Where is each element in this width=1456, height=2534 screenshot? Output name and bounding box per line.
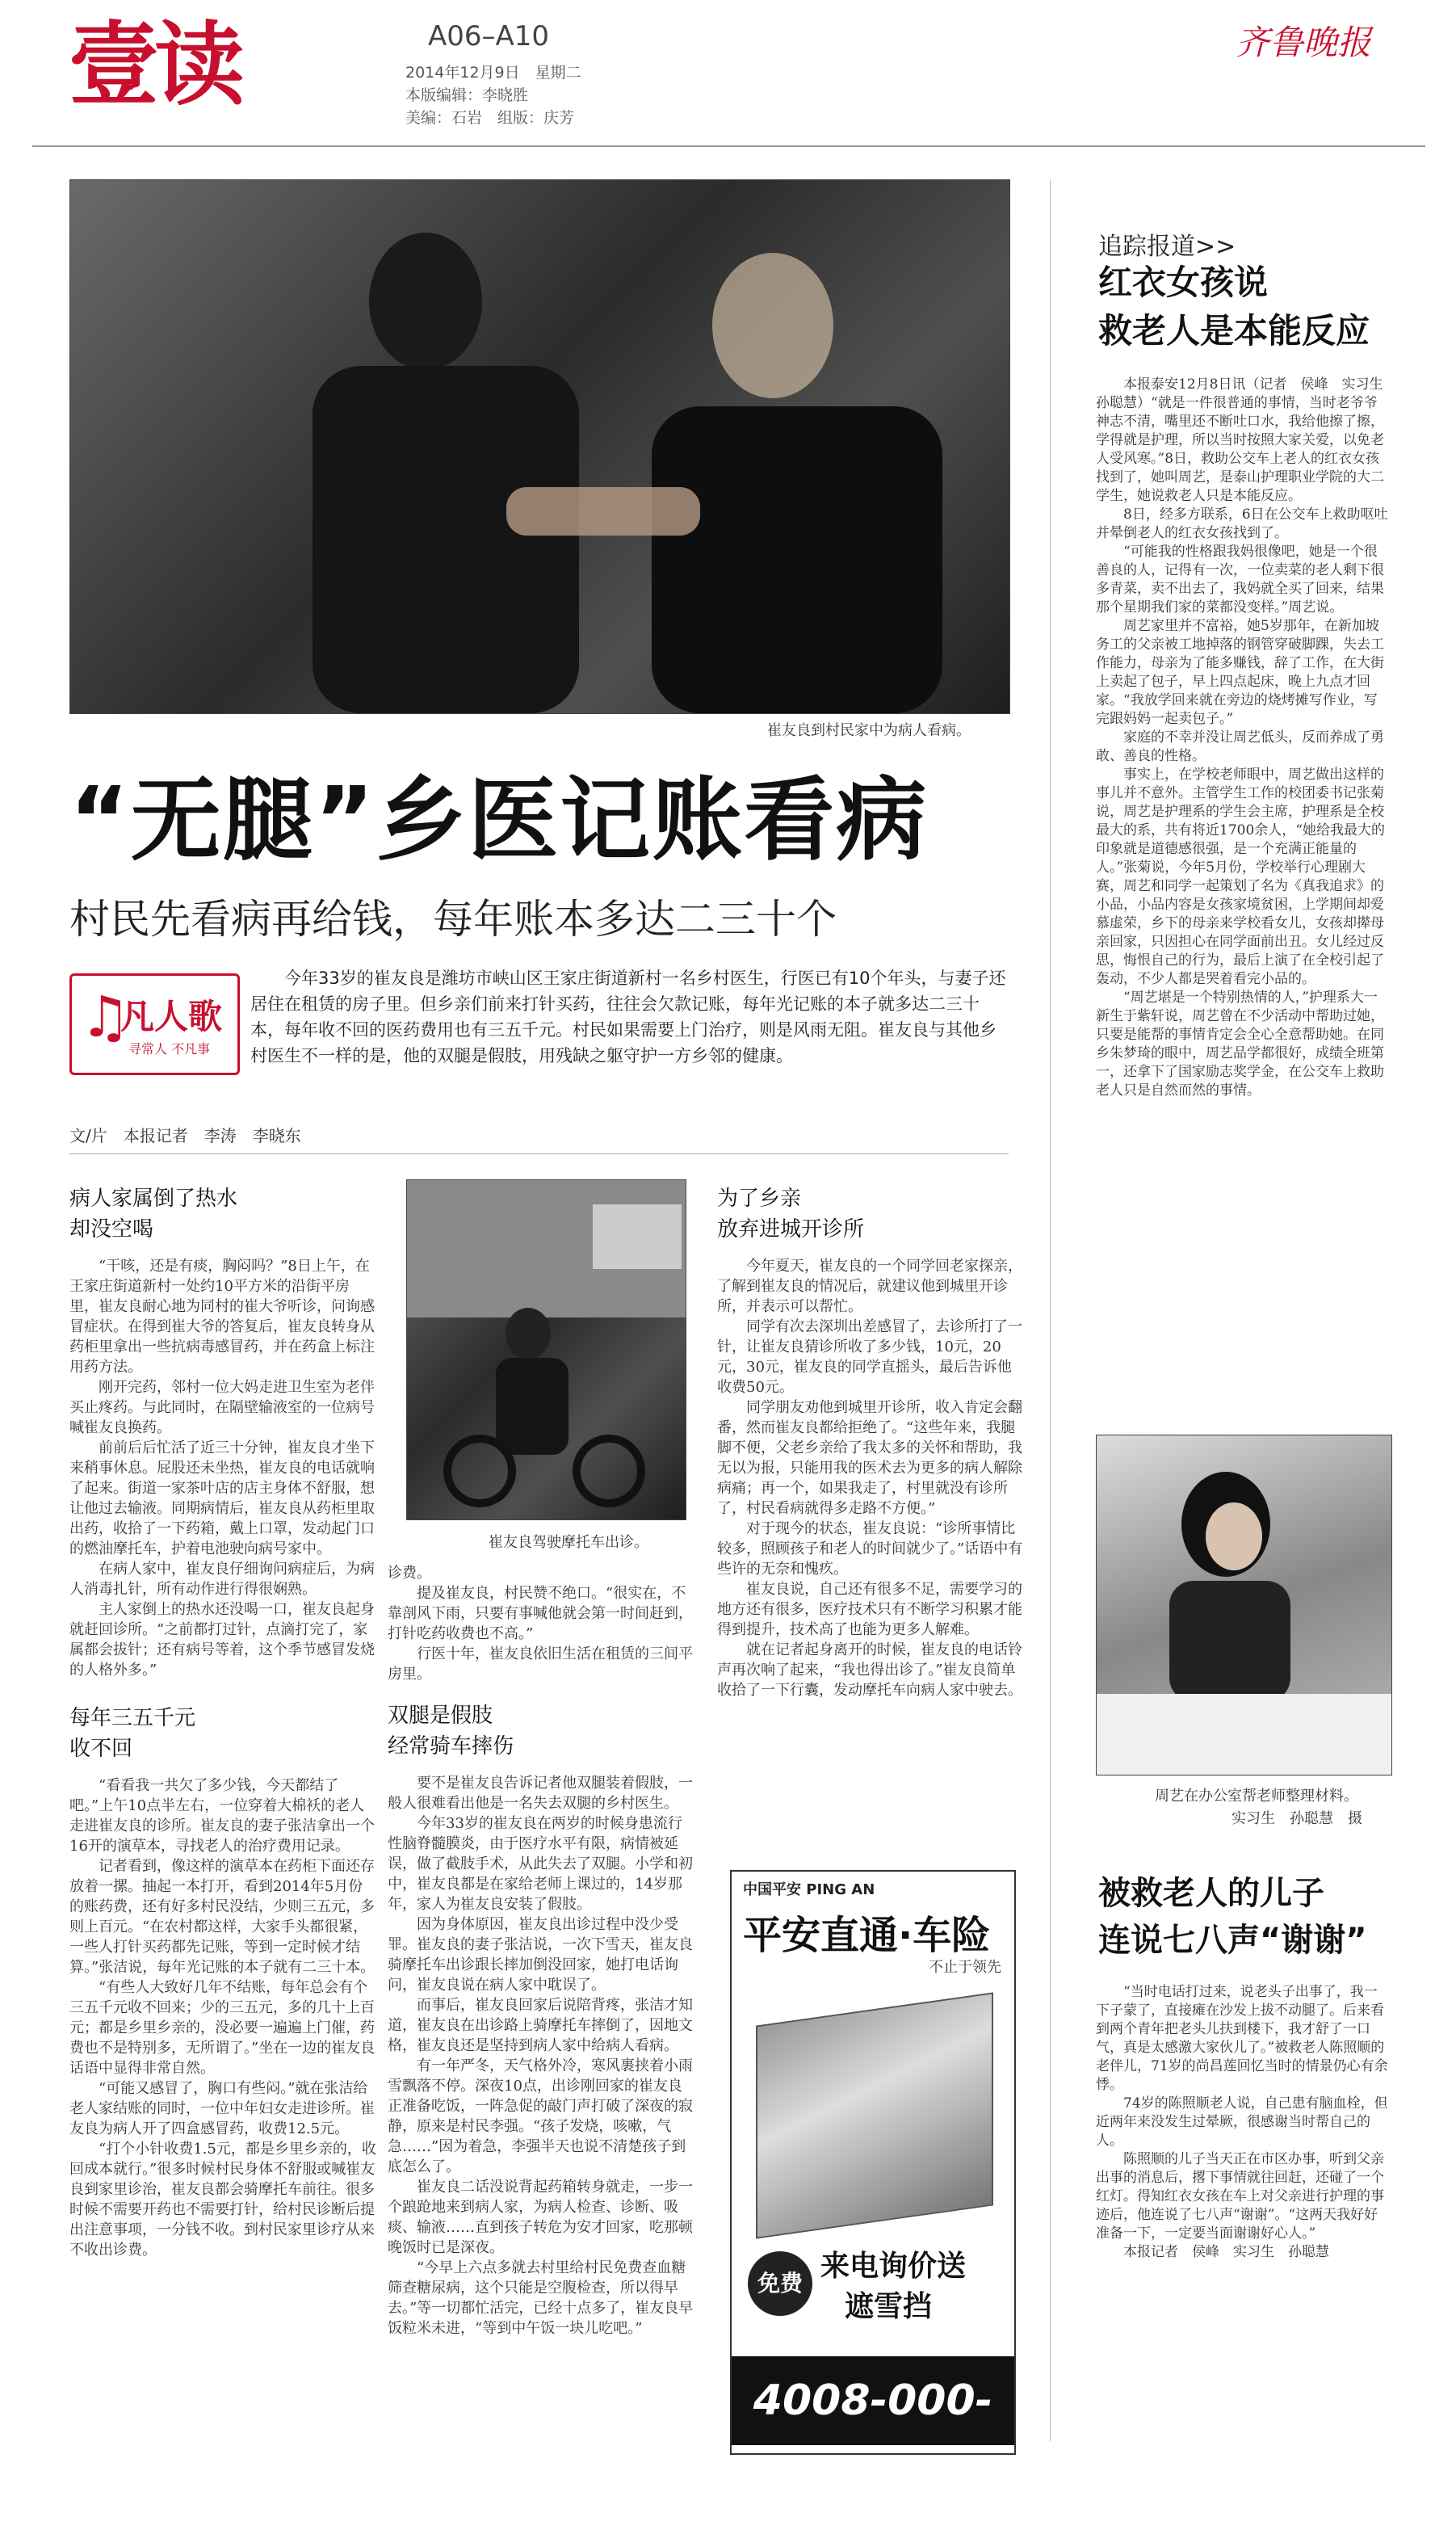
ad-brandline: 中国平安 PING AN — [743, 1881, 875, 1898]
music-note-icon: ♫ — [80, 984, 131, 1050]
column-badge-title: 凡人歌 — [120, 997, 223, 1036]
col3-heading — [717, 1183, 1024, 1245]
column-1 — [69, 1183, 376, 2260]
tracking-report-title-line2: 救老人是本能反应 — [1098, 311, 1370, 351]
right-paragraph: 周艺家里并不富裕，她5岁那年，在新加坡务工的父亲被工地掉落的钢管穿破脚踝，失去工作能力，母亲为了能多赚钱，辞了工作，在大街上卖起了包子，早上四点起床，晚上九点才回家。“我放学回来就在旁边的烧烤摊写作业，写完跟妈妈一起卖包子。” — [1096, 618, 1384, 727]
col1-paragraph: 主人家倒上的热水还没喝一口，崔友良起身就赶回诊所。“之前都打过针，点滴打完了，家属都会拔针；还有病号等着，这个季节感冒发烧的人格外多。” — [69, 1601, 375, 1679]
subheadline: 村民先看病再给钱，每年账本多达二三十个 — [69, 896, 837, 943]
right-paragraph: 74岁的陈照顺老人说，自己患有脑血栓，但近两年来没发生过晕厥，很感谢当时帮自己的人。 — [1096, 2095, 1388, 2149]
col3-paragraph: 崔友良说，自己还有很多不足，需要学习的地方还有很多，医疗技术只有不断学习积累才能得到提升，技术高了也能为更多人解难。 — [717, 1581, 1022, 1638]
col2-heading — [388, 1700, 694, 1762]
section-masthead: 壹读 — [69, 13, 240, 118]
right-paragraph: 事实上，在学校老师眼中，周艺做出这样的事儿并不意外。主管学生工作的校团委书记张菊说，周艺是护理系的学生会主席，护理系是全校最大的系，共有将近1700余人，“她给我最大的印象就是道德感很强，是一个充满正能量的人。”张菊说，今年5月份，学校举行心理剧大赛，周艺和同学一起策划了名为《真我追求》的小品，小品内容是女孩家境贫困，上学期间却爱慕虚荣，乡下的母亲来学校看女儿，女孩却撵母亲回家，只因担心在同学面前出丑。女儿经过反思，悔恨自己的行为，最后上演了在全校引起了轰动，不少人都是哭着看完小品的。 — [1096, 767, 1385, 987]
main-photo — [69, 179, 1010, 714]
col1-paragraph: 在病人家中，崔友良仔细询问病症后，为病人消毒扎针，所有动作进行得很娴熟。 — [69, 1561, 375, 1598]
right-paragraph: 本报泰安12月8日讯（记者 侯峰 实习生 孙聪慧）“就是一件很普通的事情，当时老爷爷神志不清，嘴里还不断吐口水，我给他擦了擦，学得就是护理，所以当时按照大家关爱，以免老人受风寒。”8日，救助公交车上老人的红衣女孩找到了，她叫周艺，是泰山护理职业学院的大二学生，她说救老人只是本能反应。 — [1096, 376, 1397, 504]
column-badge-slogan: 寻常人 不凡事 — [128, 1041, 211, 1057]
col2-heading-line2: 经常骑车摔伤 — [388, 1734, 514, 1759]
col2-paragraph: 崔友良二话没说背起药箱转身就走，一步一个踉跄地来到病人家，为病人检查、诊断、吸痰、输液……直到孩子转危为安才回家，吃那顿晚饭时已是深夜。 — [388, 2179, 693, 2256]
ad-free-badge: 免费 — [748, 2251, 812, 2316]
col2-paragraph: 诊费。 — [388, 1565, 431, 1582]
col2-paragraph: 有一年严冬，天气格外冷，寒风裹挟着小雨雪飘落不停。深夜10点，出诊刚回家的崔友良正准备吃饭，一阵急促的敲门声打破了深夜的寂静，原来是村民李强。“孩子发烧，咳嗽，气急……”因为着急，李强半天也说不清楚孩子到底怎么了。 — [388, 2057, 693, 2175]
col3-heading-line2: 放弃进城开诊所 — [717, 1217, 865, 1242]
tracking-report-title-line1: 红衣女孩说 — [1098, 263, 1269, 302]
ad-tagline: 不止于领先 — [929, 1959, 1001, 1976]
col2-paragraph: 今年33岁的崔友良在两岁的时候身患流行性脑脊髓膜炎，由于医疗水平有限，病情被延误，做了截肢手术，从此失去了双腿。小学和初中，崔友良都是在家给老师上课过的，14岁那年，家人为崔友良安装了假肢。 — [388, 1815, 693, 1913]
col1-paragraph: “看看我一共欠了多少钱，今天都结了吧。”上午10点半左右，一位穿着大棉袄的老人走进崔友良的诊所。崔友良的妻子张洁拿出一个16开的演草本，寻找老人的治疗费用记录。 — [69, 1777, 375, 1855]
followup-title-line2: 连说七八声“谢谢” — [1098, 1922, 1367, 1959]
col1-heading-2-line1: 每年三五千元 — [69, 1706, 196, 1730]
girl-photo-credit: 实习生 孙聪慧 摄 — [1232, 1810, 1362, 1827]
girl-photo-caption — [1155, 1785, 1362, 1830]
issue-editor: 本版编辑：李晓胜 — [405, 86, 529, 104]
right-paragraph: “可能我的性格跟我妈很像吧，她是一个很善良的人，记得有一次，一位卖菜的老人剩下很多青菜，卖不出去了，我妈就全买了回来，结果那个星期我们家的菜都没变样。”周艺说。 — [1096, 544, 1384, 616]
col1-paragraph: 刚开完药，邻村一位大妈走进卫生室为老伴买止疼药。与此同时，在隔壁输液室的一位病号喊崔友良换药。 — [69, 1379, 375, 1436]
followup-byline: 本报记者 侯峰 实习生 孙聪慧 — [1123, 2244, 1329, 2260]
ad-phone-number: 4008-000-000 — [732, 2356, 1014, 2445]
col1-heading-1-line2: 却没空喝 — [69, 1217, 154, 1242]
col2-paragraph: 提及崔友良，村民赞不绝口。“很实在，不靠剖风下雨，只要有事喊他就会第一时间赶到，打针吃药收费也不高。” — [388, 1585, 693, 1642]
col2-paragraph: 要不是崔友良告诉记者他双腿装着假肢，一般人很难看出他是一名失去双腿的乡村医生。 — [388, 1775, 693, 1812]
tracking-report-kicker: 追踪报道>> — [1098, 233, 1236, 261]
issue-meta — [405, 61, 581, 129]
column-3 — [717, 1183, 1024, 1700]
col2-paragraph: 而事后，崔友良回家后说陪背疼，张洁才知道，崔友良在出诊路上骑摩托车摔倒了，因地文格，崔友良还是坚持到病人家中给病人看病。 — [388, 1997, 693, 2054]
col2-heading-line1: 双腿是假肢 — [388, 1704, 493, 1728]
col1-heading-1-line1: 病人家属倒了热水 — [69, 1187, 238, 1211]
col1-heading-2-line2: 收不回 — [69, 1737, 133, 1761]
girl-at-desk-photo — [1096, 1435, 1392, 1775]
tracking-report-title — [1098, 258, 1370, 355]
followup-body — [1096, 1983, 1391, 2262]
right-paragraph: 家庭的不幸并没让周艺低头，反而养成了勇敢、善良的性格。 — [1096, 729, 1384, 764]
girl-photo-caption-line1: 周艺在办公室帮老师整理材料。 — [1155, 1788, 1358, 1805]
page-range: A06–A10 — [428, 20, 550, 53]
col1-paragraph: “有些人大致好几年不结账，每年总会有个三五千元收不回来；少的三五元，多的几十上百元；都是乡里乡亲的，没必要一遍遍上门催，药费也不是特别多，无所谓了。”坐在一边的崔友良话语中显得非常自然。 — [69, 1979, 376, 2077]
girl-at-desk-figure — [1097, 1435, 1391, 1775]
col1-paragraph: “打个小针收费1.5元，都是乡里乡亲的，收回成本就行。”很多时候村民身体不舒服或喊崔友良到家里诊治，崔友良都会骑摩托车前往。很多时候不需要开药也不需要打针，给村民诊断后提出注意事项，一分钱不收。到村民家里诊疗从来不收出诊费。 — [69, 2141, 376, 2259]
followup-title-line1: 被救老人的儿子 — [1098, 1875, 1324, 1912]
right-paragraph: 陈照顺的儿子当天正在市区办事，听到父亲出事的消息后，撂下事情就往回赶，还碰了一个红灯。得知红衣女孩在车上对父亲进行护理的事迹后，他连说了七八声“谢谢”。“这两天我好好准备一下，一定要当面谢谢好心人。” — [1096, 2151, 1384, 2242]
col1-paragraph: “干咳，还是有痰，胸闷吗？”8日上午，在王家庄街道新村一处约10平方米的沿街平房里，崔友良耐心地为同村的崔大爷听诊，问询感冒症状。在得到崔大爷的答复后，崔友良转身从药柜里拿出一些抗病毒感冒药，并在药盒上标注用药方法。 — [69, 1258, 375, 1376]
column-2 — [388, 1563, 694, 2339]
main-photo-figures — [70, 180, 1009, 713]
insurance-ad — [730, 1870, 1016, 2514]
issue-date: 2014年12月9日 星期二 — [405, 64, 581, 82]
col1-heading-1 — [69, 1183, 376, 1245]
motorcycle-photo — [406, 1179, 686, 1520]
right-paragraph: 8日，经多方联系，6日在公交车上救助呕吐并晕倒老人的红衣女孩找到了。 — [1096, 506, 1388, 541]
followup-title — [1098, 1870, 1367, 1964]
tracking-report-body — [1096, 376, 1397, 1100]
header-divider — [32, 145, 1425, 147]
col2-paragraph: 因为身体原因，崔友良出诊过程中没少受罪。崔友良的妻子张洁说，一次下雪天，崔友良骑摩托车出诊跟长摔加倒没回家，她打电话询问，崔友良说在病人家中耽误了。 — [388, 1916, 693, 1994]
lead-paragraph: 今年33岁的崔友良是潍坊市峡山区王家庄街道新村一名乡村医生，行医已有10个年头，与妻子还居住在租赁的房子里。但乡亲们前来打针买药，往往会欠款记账，每年光记账的本子就多达二三十本，每年收不回的医药费用也有三五千元。村民如果需要上门治疗，则是风雨无阻。崔友良与其他乡村医生不一样的是，他的双腿是假肢，用残缺之躯守护一方乡邻的健康。 — [250, 969, 1006, 1065]
col3-paragraph: 同学有次去深圳出差感冒了，去诊所打了一针，让崔友良猜诊所收了多少钱，10元，20元，30元，崔友良的同学直摇头，最后告诉他收费50元。 — [717, 1318, 1022, 1396]
ad-promo-line2: 遮雪挡 — [845, 2290, 933, 2323]
col3-paragraph: 对于现今的状态，崔友良说：“诊所事情比较多，照顾孩子和老人的时间就少了。”话语中有些许的无奈和愧疚。 — [717, 1520, 1023, 1578]
motorcycle-photo-figure — [407, 1180, 686, 1519]
column-divider — [1050, 179, 1051, 2441]
byline: 文/片 本报记者 李涛 李晓东 — [69, 1126, 301, 1145]
right-paragraph: “周艺堪是一个特别热情的人，”护理系大一新生于紫轩说，周艺曾在不少活动中帮助过她，只要是能帮的事情肯定会全心全意帮助她。在同乡朱梦琦的眼中，周艺品学都很好，成绩全班第一，还拿下了国家励志奖学金，在公交车上救助老人只是自然而然的事情。 — [1096, 990, 1384, 1099]
main-photo-caption: 崔友良到村民家中为病人看病。 — [767, 722, 971, 739]
col1-paragraph: “可能又感冒了，胸口有些闷。”就在张洁给老人家结账的同时，一位中年妇女走进诊所。崔友良为病人开了四盒感冒药，收费12.5元。 — [69, 2080, 375, 2137]
col3-paragraph: 今年夏天，崔友良的一个同学回老家探亲，了解到崔友良的情况后，就建议他到城里开诊所，并表示可以帮忙。 — [717, 1258, 1022, 1315]
col1-paragraph: 记者看到，像这样的演草本在药柜下面还存放着一摞。抽起一本打开，看到2014年5月份的账药费，还有好多村民没结，少则三五元，多则上百元。“在农村都这样，大家手头都很紧，一些人打针买药都先记账，等到一定时候才结算。”张洁说，每年光记账的本子就有二三十本。 — [69, 1858, 376, 1976]
col2-paragraph: “今早上六点多就去村里给村民免费查血糖筛查糖尿病，这个只能是空腹检查，所以得早去。”等一切都忙活完，已经十点多了，崔友良早饭粒米未进，“等到中午饭一块儿吃吧。” — [388, 2259, 694, 2337]
col3-paragraph: 同学朋友劝他到城里开诊所，收入肯定会翻番，然而崔友良都给拒绝了。“这些年来，我腿脚不便，父老乡亲给了我太多的关怀和帮助，我无以为报，只能用我的医术去为更多的病人解除病痛；再一个，如果我走了，村里就没有诊所了，村民看病就得多走路不方便。” — [717, 1399, 1022, 1517]
issue-design: 美编：石岩 组版：庆芳 — [405, 109, 575, 127]
ad-promo-line1: 来电询价送 — [820, 2250, 967, 2283]
ad-product-name: 平安直通·车险 — [743, 1913, 991, 1958]
motorcycle-photo-caption: 崔友良驾驶摩托车出诊。 — [489, 1534, 648, 1551]
newspaper-brand: 齐鲁晚报 — [1236, 23, 1372, 62]
col3-heading-line1: 为了乡亲 — [717, 1187, 802, 1211]
headline: “无腿”乡医记账看病 — [69, 768, 929, 873]
col1-paragraph: 前前后后忙活了近三十分钟，崔友良才坐下来稍事休息。屁股还未坐热，崔友良的电话就响了起来。街道一家茶叶店的店主身体不舒服，想让他过去输液。同期病情后，崔友良从药柜里取出药，收拾了一下药箱，戴上口罩，发动起门口的燃油摩托车，护着电池驶向病号家中。 — [69, 1439, 375, 1557]
right-paragraph: “当时电话打过来，说老头子出事了，我一下子蒙了，直接瘫在沙发上拔不动腿了。后来看到两个青年把老头儿扶到楼下，我才舒了一口气，真是太感激大家伙儿了。”被救老人陈照顺的老伴儿，71岁的尚昌莲回忆当时的情景仍心有余悸。 — [1096, 1984, 1388, 2093]
col3-paragraph: 就在记者起身离开的时候，崔友良的电话铃声再次响了起来，“我也得出诊了。”崔友良简单收拾了一下行囊，发动摩托车向病人家中驶去。 — [717, 1641, 1022, 1699]
ad-snow-shield-image — [756, 1992, 993, 2238]
col2-paragraph: 行医十年，崔友良依旧生活在租赁的三间平房里。 — [388, 1645, 693, 1683]
col1-heading-2 — [69, 1703, 376, 1764]
column-badge — [69, 973, 240, 1075]
